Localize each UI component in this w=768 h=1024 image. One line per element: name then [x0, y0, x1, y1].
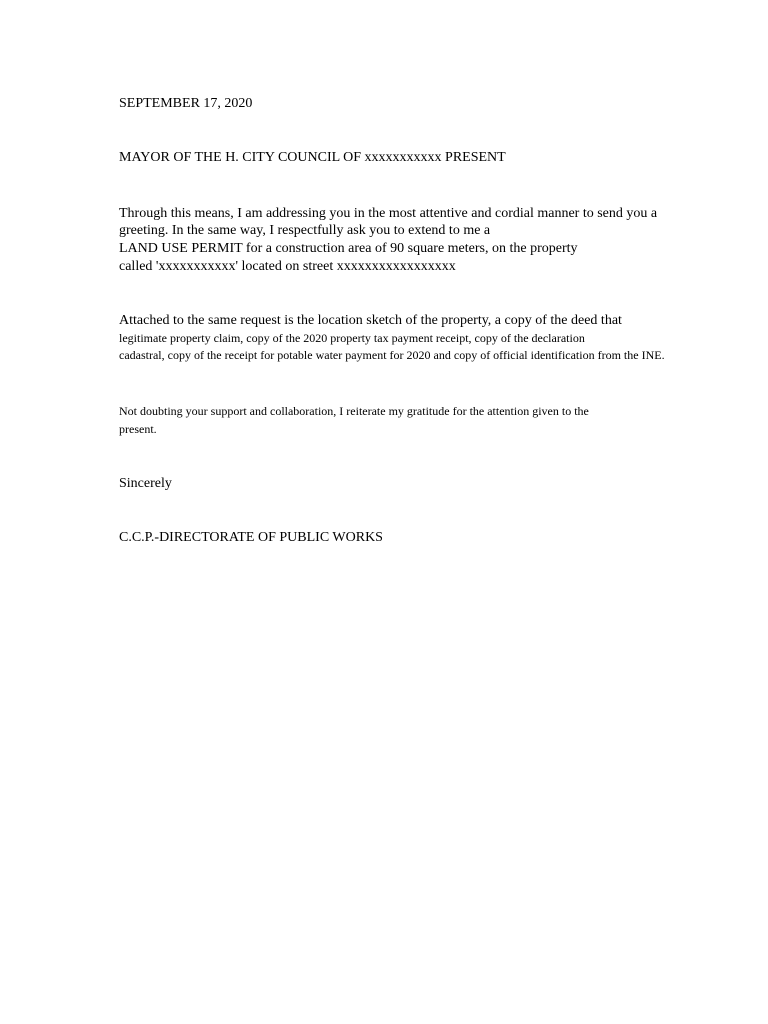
paragraph-2-line-2: legitimate property claim, copy of the 2020 property tax payment receipt, copy of the declaration: [119, 331, 585, 345]
ccp-line: C.C.P.-DIRECTORATE OF PUBLIC WORKS: [119, 530, 383, 545]
paragraph-1-line-4: called 'xxxxxxxxxxx' located on street xxxxxxxxxxxxxxxxx: [119, 259, 456, 274]
paragraph-3-line-1: Not doubting your support and collaboration, I reiterate my gratitude for the attention given to the: [119, 404, 589, 418]
paragraph-1-line-3: LAND USE PERMIT for a construction area of 90 square meters, on the property: [119, 241, 578, 256]
paragraph-1-line-2: greeting. In the same way, I respectfully ask you to extend to me a: [119, 223, 491, 238]
closing-text: Sincerely: [119, 476, 172, 491]
paragraph-2-line-1: Attached to the same request is the location sketch of the property, a copy of the deed that: [119, 313, 622, 328]
paragraph-1-line-1: Through this means, I am addressing you in the most attentive and cordial manner to send you a: [119, 206, 658, 221]
letter-date: SEPTEMBER 17, 2020: [119, 96, 253, 111]
paragraph-2-line-3: cadastral, copy of the receipt for potable water payment for 2020 and copy of official identification from the INE.: [119, 348, 665, 362]
paragraph-3-line-2: present.: [119, 422, 157, 436]
letter-recipient: MAYOR OF THE H. CITY COUNCIL OF xxxxxxxxxxx PRESENT: [119, 150, 506, 165]
